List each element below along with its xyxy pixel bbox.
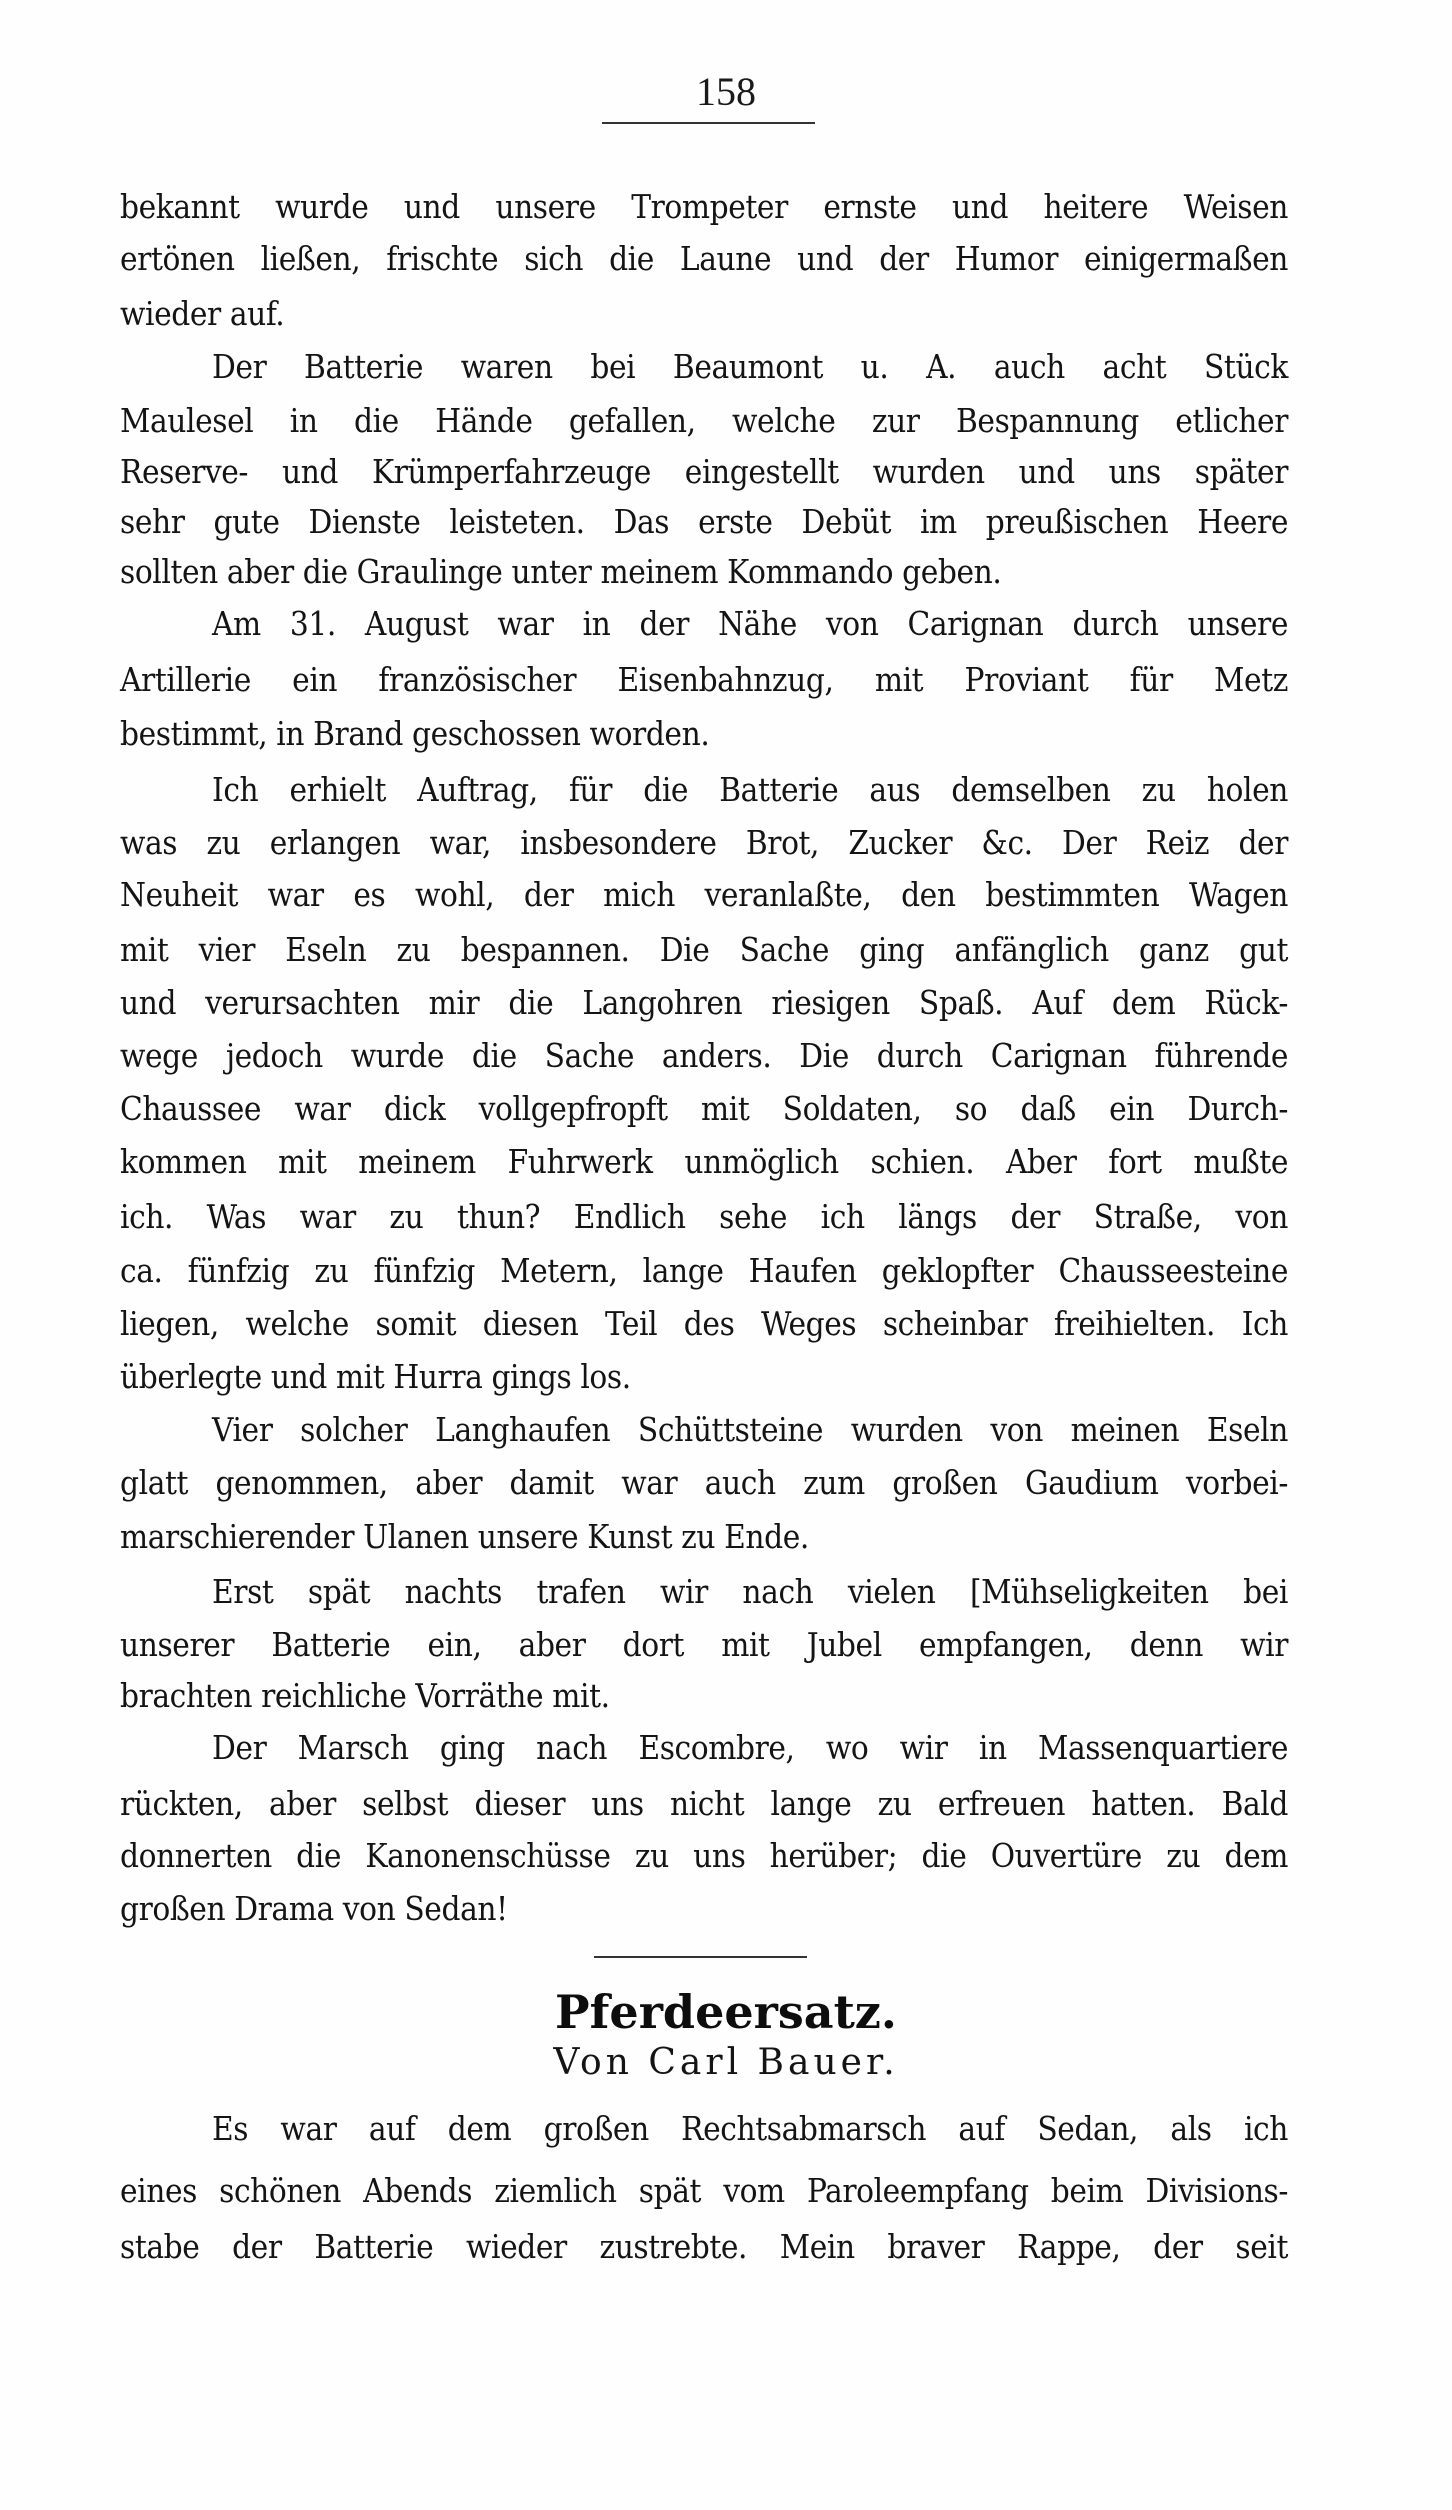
text-line: Vier solcher Langhaufen Schüttsteine wurden von meinen Eseln <box>212 1410 1288 1449</box>
text-line: eines schönen Abends ziemlich spät vom Paroleempfang beim Divisions- <box>120 2171 1288 2210</box>
text-line: glatt genommen, aber damit war auch zum großen Gaudium vorbei- <box>120 1463 1288 1502</box>
text-line: großen Drama von Sedan! <box>120 1889 508 1928</box>
section-separator-rule <box>594 1956 807 1958</box>
text-line: Chaussee war dick vollgepfropft mit Soldaten, so daß ein Durch- <box>120 1089 1288 1128</box>
page-number: 158 <box>696 69 756 114</box>
text-line: ich. Was war zu thun? Endlich sehe ich längs der Straße, von <box>120 1197 1288 1236</box>
text-line: Der Marsch ging nach Escombre, wo wir in Massenquartiere <box>212 1728 1288 1767</box>
text-line: mit vier Eseln zu bespannen. Die Sache ging anfänglich ganz gut <box>120 930 1288 969</box>
page-number-rule <box>602 122 815 124</box>
text-line: wieder auf. <box>120 294 285 333</box>
text-line: Es war auf dem großen Rechtsabmarsch auf Sedan, als ich <box>212 2109 1288 2148</box>
text-line: ca. fünfzig zu fünfzig Metern, lange Haufen geklopfter Chausseesteine <box>120 1251 1288 1290</box>
text-line: marschierender Ulanen unsere Kunst zu Ende. <box>120 1517 809 1556</box>
text-line: unserer Batterie ein, aber dort mit Jubel empfangen, denn wir <box>120 1625 1288 1664</box>
text-line: donnerten die Kanonenschüsse zu uns herüber; die Ouvertüre zu dem <box>120 1836 1288 1875</box>
text-line: Maulesel in die Hände gefallen, welche zur Bespannung etlicher <box>120 401 1288 440</box>
text-line: und verursachten mir die Langohren riesigen Spaß. Auf dem Rück- <box>120 983 1288 1022</box>
text-line: bestimmt, in Brand geschossen worden. <box>120 714 710 753</box>
text-line: brachten reichliche Vorräthe mit. <box>120 1676 610 1715</box>
text-line: rückten, aber selbst dieser uns nicht lange zu erfreuen hatten. Bald <box>120 1784 1288 1823</box>
text-line: Reserve- und Krümperfahrzeuge eingestellt wurden und uns später <box>120 452 1288 491</box>
text-line: Artillerie ein französischer Eisenbahnzug, mit Proviant für Metz <box>120 660 1288 699</box>
text-line: was zu erlangen war, insbesondere Brot, Zucker &c. Der Reiz der <box>120 823 1288 862</box>
text-line: kommen mit meinem Fuhrwerk unmöglich schien. Aber fort mußte <box>120 1142 1288 1181</box>
text-line: Der Batterie waren bei Beaumont u. A. auch acht Stück <box>212 347 1288 386</box>
text-line: überlegte und mit Hurra gings los. <box>120 1357 631 1396</box>
text-line: sehr gute Dienste leisteten. Das erste Debüt im preußischen Heere <box>120 502 1288 541</box>
text-line: stabe der Batterie wieder zustrebte. Mein braver Rappe, der seit <box>120 2227 1288 2266</box>
section-byline: Von Carl Bauer. <box>553 2042 899 2083</box>
text-line: wege jedoch wurde die Sache anders. Die durch Carignan führende <box>120 1036 1288 1075</box>
text-line: Erst spät nachts trafen wir nach vielen [Mühseligkeiten bei <box>212 1572 1288 1611</box>
text-line: bekannt wurde und unsere Trompeter ernste und heitere Weisen <box>120 187 1288 226</box>
text-line: Ich erhielt Auftrag, für die Batterie aus demselben zu holen <box>212 770 1288 809</box>
text-line: Am 31. August war in der Nähe von Carignan durch unsere <box>212 604 1288 643</box>
text-line: Neuheit war es wohl, der mich veranlaßte, den bestimmten Wagen <box>120 875 1288 914</box>
text-line: sollten aber die Graulinge unter meinem Kommando geben. <box>120 552 1002 591</box>
section-title: Pferdeersatz. <box>555 1985 897 2039</box>
text-line: liegen, welche somit diesen Teil des Weges scheinbar freihielten. Ich <box>120 1304 1288 1343</box>
text-line: ertönen ließen, frischte sich die Laune und der Humor einigermaßen <box>120 239 1288 278</box>
